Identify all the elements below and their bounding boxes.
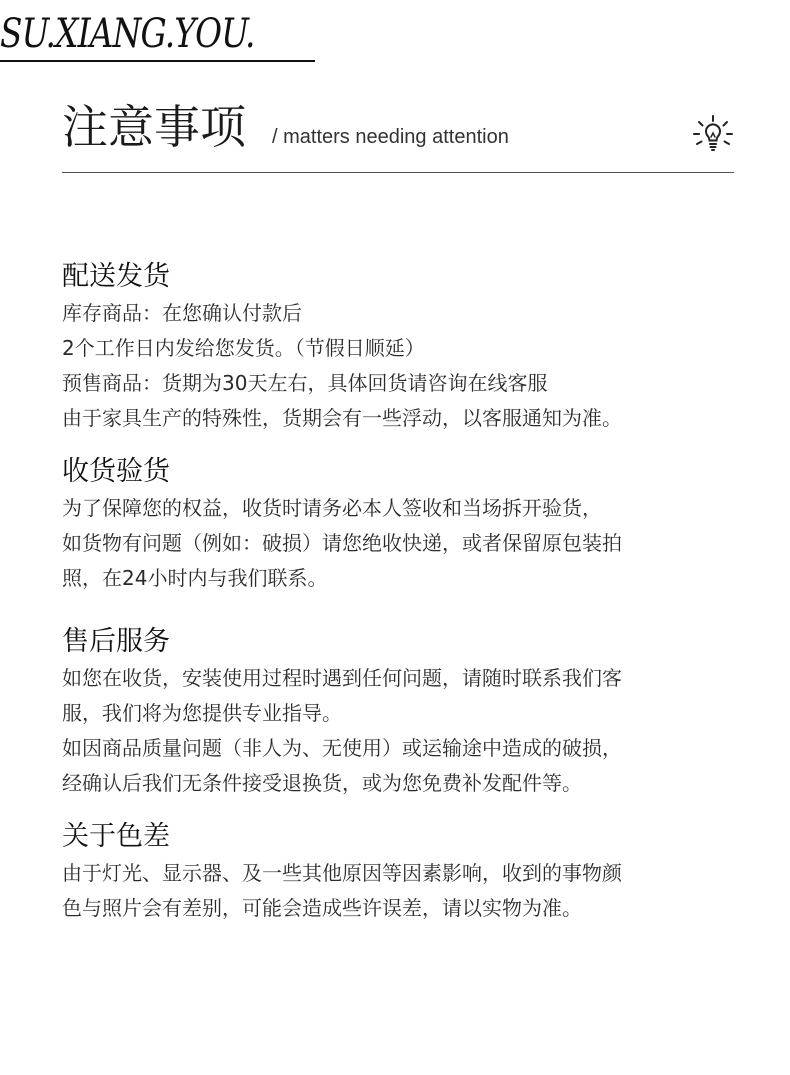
section-text-line: 预售商品：货期为30天左右，具体回货请咨询在线客服 bbox=[62, 371, 548, 395]
section-shipping bbox=[62, 260, 752, 436]
section-text-line: 如货物有问题（例如：破损）请您绝收快递，或者保留原包装拍 bbox=[62, 531, 622, 555]
section-text-line: 服，我们将为您提供专业指导。 bbox=[62, 701, 342, 725]
lightbulb-icon bbox=[690, 113, 736, 159]
section-heading: 收货验货 bbox=[62, 456, 170, 487]
section-text-line: 由于灯光、显示器、及一些其他原因等因素影响，收到的事物颜 bbox=[62, 861, 622, 885]
section-heading: 关于色差 bbox=[62, 821, 170, 852]
section-text-line: 2个工作日内发给您发货。（节假日顺延） bbox=[62, 336, 425, 360]
section-inspection bbox=[62, 455, 752, 596]
brand-underline bbox=[0, 60, 315, 62]
section-text-line: 如您在收货，安装使用过程时遇到任何问题，请随时联系我们客 bbox=[62, 666, 622, 690]
section-after-sales bbox=[62, 625, 752, 801]
page-title: 注意事项 bbox=[62, 100, 246, 154]
header-divider bbox=[62, 172, 734, 173]
section-heading: 配送发货 bbox=[62, 261, 170, 292]
section-text-line: 经确认后我们无条件接受退换货，或为您免费补发配件等。 bbox=[62, 771, 582, 795]
section-heading: 售后服务 bbox=[62, 626, 170, 657]
section-text-line: 照，在24小时内与我们联系。 bbox=[62, 566, 328, 590]
section-text-line: 由于家具生产的特殊性，货期会有一些浮动，以客服通知为准。 bbox=[62, 406, 622, 430]
page-subtitle: / matters needing attention bbox=[272, 126, 509, 148]
brand-logo-text: SU.XIANG.YOU. bbox=[0, 11, 255, 57]
section-text-line: 为了保障您的权益，收货时请务必本人签收和当场拆开验货， bbox=[62, 496, 602, 520]
section-text-line: 色与照片会有差别，可能会造成些许误差，请以实物为准。 bbox=[62, 896, 582, 920]
section-color-difference bbox=[62, 820, 752, 926]
section-text-line: 库存商品：在您确认付款后 bbox=[62, 301, 302, 325]
section-text-line: 如因商品质量问题（非人为、无使用）或运输途中造成的破损， bbox=[62, 736, 622, 760]
